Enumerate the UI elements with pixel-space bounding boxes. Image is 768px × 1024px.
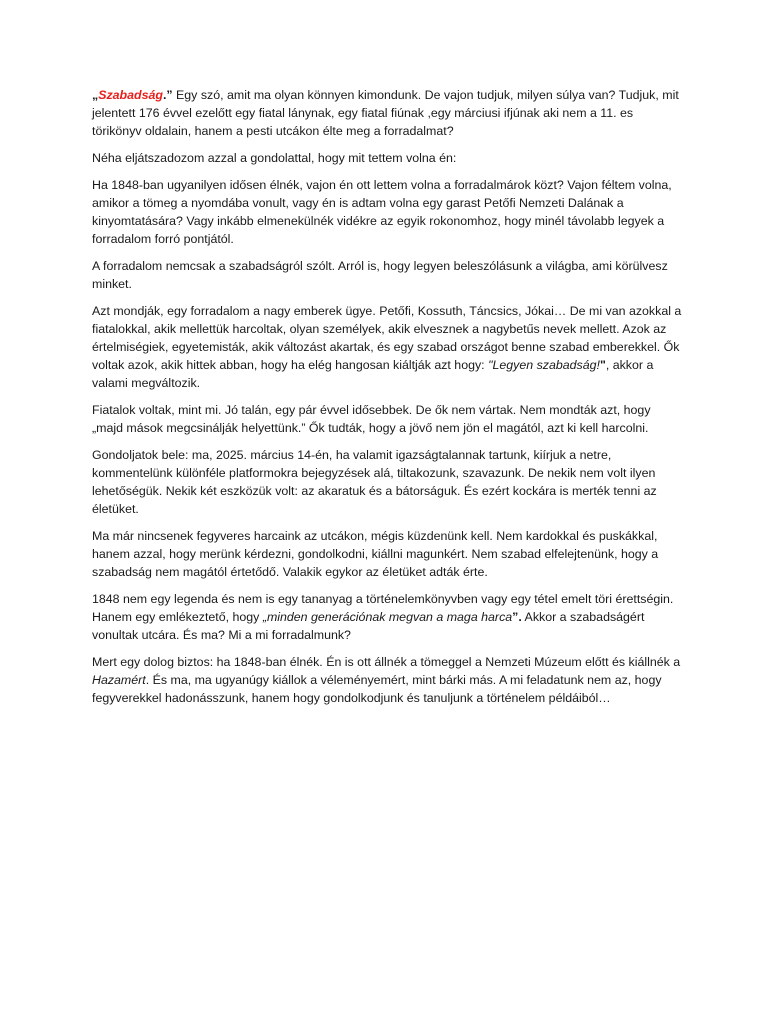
paragraph-4: A forradalom nemcsak a szabadságról szólt. Arról is, hogy legyen beleszólásunk a világba, ami körülvesz minket. [92,259,668,291]
paragraph-1-text: Egy szó, amit ma olyan könnyen kimondunk. De vajon tudjuk, milyen súlya van? Tudjuk, mit jelentett 176 évvel ezelőtt egy fiatal lánynak, egy fiatal fiúnak ,egy márciusi ifjúnak aki nem a 11. es törikönyv oldalain, hanem a pesti utcákon élte meg a forradalmat? [92,88,679,138]
paragraph-9-tail: Akkor a szabadságért vonultak utcára. És ma? Mi a mi forradalmunk? [92,610,645,642]
paragraph-10-italic: Hazamért [92,673,146,687]
paragraph-5-text: Azt mondják, egy forradalom a nagy emberek ügye. Petőfi, Kossuth, Táncsics, Jókai… De mi van azokkal a fiatalokkal, akik mellettük harcoltak, olyan személyek, akik elvesznek a nagybetűs nevek mellett. Azok az értelmiségiek, egyetemisták, akik változást akartak, és egy szabad országot benne szabad emberekkel. Ők voltak azok, akik hittek abban, hogy ha elég hangosan kiáltják azt hogy: [92,304,682,372]
paragraph-9-text: 1848 nem egy legenda és nem is egy tananyag a történelemkönyvben vagy egy tétel emelt töri érettségin. Hanem egy emlékeztető, hogy [92,592,674,624]
paragraph-5-quote-close: " [599,358,606,372]
paragraph-9 [92,590,682,644]
paragraph-10 [92,653,682,707]
paragraph-10-tail: . És ma, ma ugyanúgy kiállok a véleményemért, mint bárki más. A mi feladatunk nem az, hogy fegyverekkel hadonásszunk, hanem hogy gondolkodjunk és tanuljunk a történelem példáiból… [92,673,662,705]
paragraph-9-quote: „minden generációnak megvan a maga harca [262,610,513,624]
paragraph-9-quote-close: ”. [512,610,522,624]
paragraph-5-quote: "Legyen szabadság! [488,358,600,372]
close-quote: .” [162,88,173,102]
document-body [92,86,682,716]
paragraph-2: Néha eljátszadozom azzal a gondolattal, hogy mit tettem volna én: [92,151,457,165]
paragraph-1 [92,86,682,140]
paragraph-5-tail: , akkor a valami megváltozik. [92,358,654,390]
paragraph-3: Ha 1848-ban ugyanilyen idősen élnék, vajon én ott lettem volna a forradalmárok közt? Vajon féltem volna, amikor a tömeg a nyomdába vonult, vagy én is adtam volna egy garast Petőfi Nemzeti Dalának a kinyomtatására? Vagy inkább elmenekülnék vidékre az egyik rokonomhoz, hogy minél távolabb legyek a forradalom forró pontjától. [92,178,672,246]
paragraph-7: Gondoljatok bele: ma, 2025. március 14-én, ha valamit igazságtalannak tartunk, kiírjuk a netre, kommentelünk különféle platformokra bejegyzések alá, tiltakozunk, szavazunk. De nekik nem volt ilyen lehetőségük. Nekik két eszközük volt: az akaratuk és a bátorságuk. És ezért kockára is merték tenni az életüket. [92,448,657,516]
paragraph-8: Ma már nincsenek fegyveres harcaink az utcákon, mégis küzdenünk kell. Nem kardokkal és puskákkal, hanem azzal, hogy merünk kérdezni, gondolkodni, kiállni magunkért. Nem szabad elfelejtenünk, hogy a szabadság nem magától értetődő. Valakik egykor az életüket adták érte. [92,529,659,579]
title-word: Szabadság [98,88,163,102]
open-quote: „ [92,88,99,102]
paragraph-5 [92,302,682,392]
paragraph-6: Fiatalok voltak, mint mi. Jó talán, egy pár évvel idősebbek. De ők nem vártak. Nem mondták azt, hogy „majd mások megcsinálják helyettünk.” Ők tudták, hogy a jövő nem jön el magától, azt ki kell harcolni. [92,403,651,435]
paragraph-10-text: Mert egy dolog biztos: ha 1848-ban élnék. Én is ott állnék a tömeggel a Nemzeti Múzeum előtt és kiállnék a [92,655,681,669]
